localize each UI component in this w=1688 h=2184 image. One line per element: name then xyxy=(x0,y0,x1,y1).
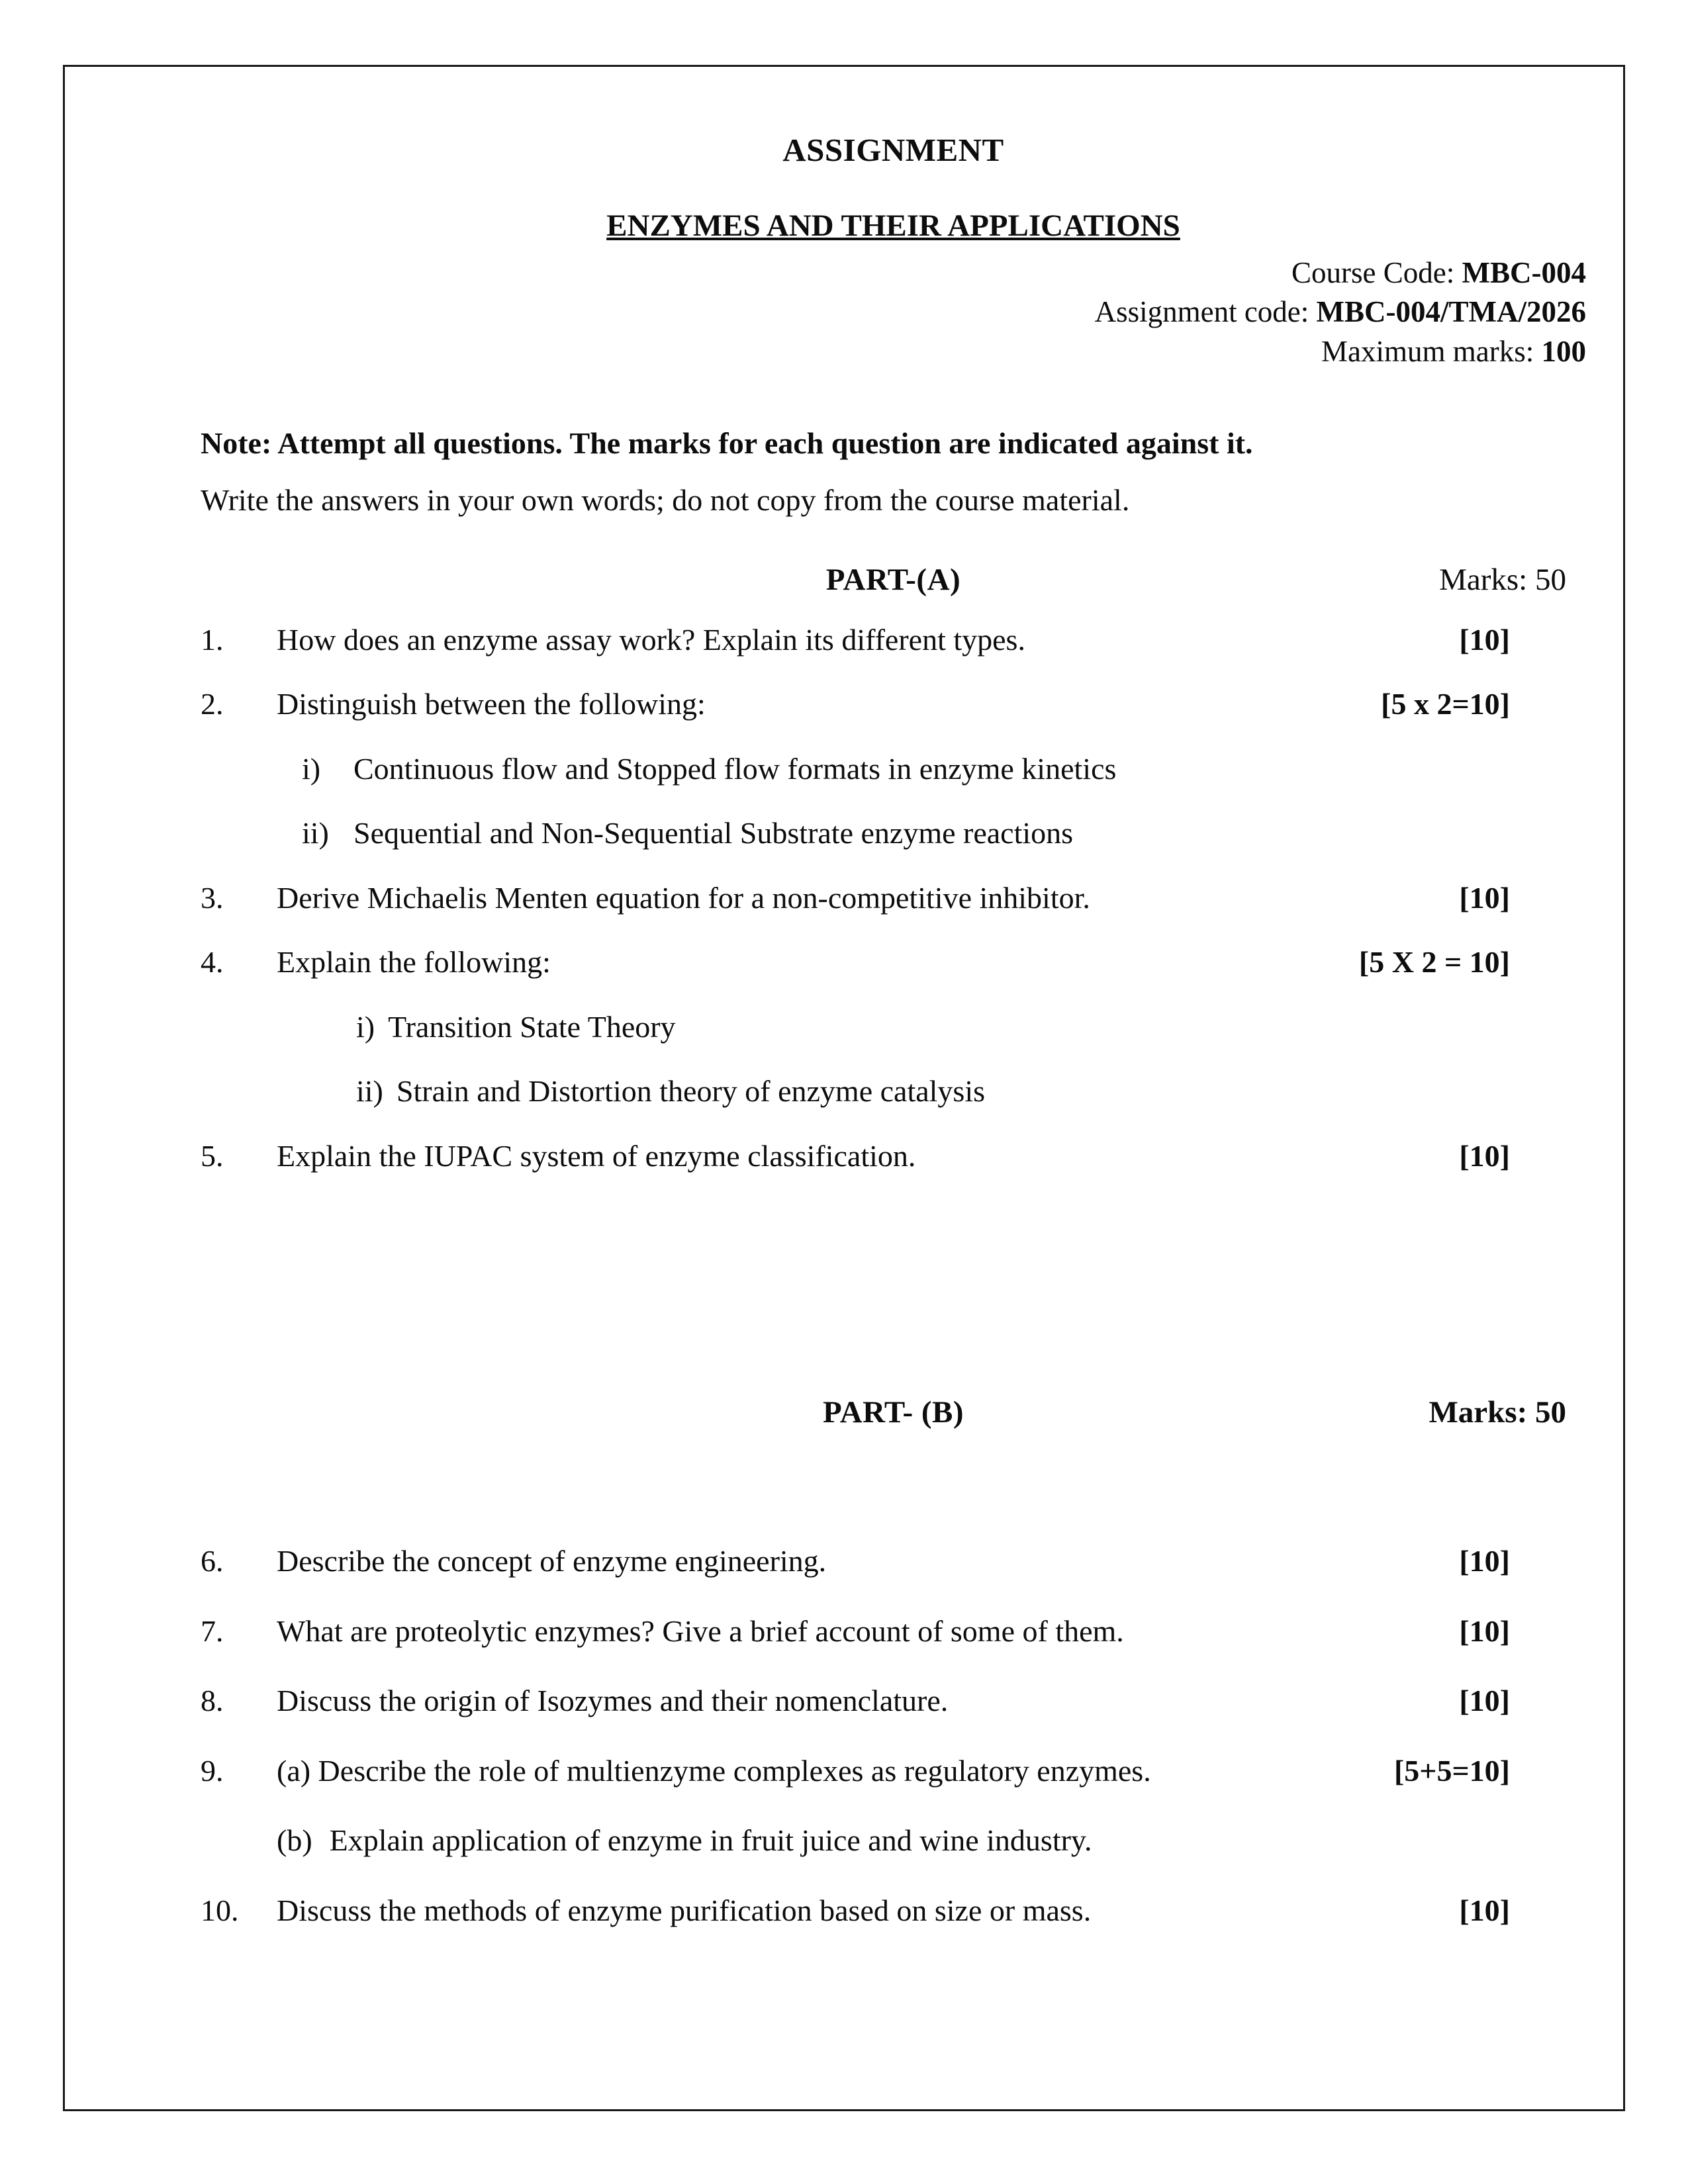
question-7-row xyxy=(201,1612,1586,1651)
question-text: What are proteolytic enzymes? Give a brief account of some of them. xyxy=(277,1614,1124,1648)
question-marks: [10] xyxy=(1459,1684,1510,1718)
question-9-row xyxy=(201,1752,1586,1790)
question-text: Discuss the origin of Isozymes and their nomenclature. xyxy=(277,1684,949,1718)
assignment-code-line xyxy=(201,293,1586,332)
max-marks-line xyxy=(201,332,1586,371)
document-subtitle: ENZYMES AND THEIR APPLICATIONS xyxy=(606,208,1180,244)
sub-item-number: (b) xyxy=(277,1823,312,1858)
part-a-marks: Marks: 50 xyxy=(1439,563,1566,598)
question-marks: [5 X 2 = 10] xyxy=(1358,945,1510,979)
sub-item-text: Explain application of enzyme in fruit juice and wine industry. xyxy=(329,1823,1092,1858)
sub-item-text: Continuous flow and Stopped flow formats in enzyme kinetics xyxy=(353,751,1117,786)
sub-item-number: i) xyxy=(302,751,321,786)
question-number: 9. xyxy=(201,1753,224,1788)
sub-item-number: i) xyxy=(356,1009,375,1044)
sub-item-text: Strain and Distortion theory of enzyme catalysis xyxy=(396,1074,986,1109)
assignment-code-value: MBC-004/TMA/2026 xyxy=(1316,295,1586,329)
note-block xyxy=(201,424,1586,519)
question-marks: [5 x 2=10] xyxy=(1381,687,1510,721)
question-6-row xyxy=(201,1542,1586,1580)
question-text: Describe the concept of enzyme engineering. xyxy=(277,1544,827,1578)
part-a-questions xyxy=(201,621,1586,1175)
max-marks-value: 100 xyxy=(1541,334,1586,368)
question-text: How does an enzyme assay work? Explain its different types. xyxy=(277,622,1025,657)
note-line-bold: Note: Attempt all questions. The marks for each question are indicated against it. xyxy=(201,426,1253,461)
note-line-regular: Write the answers in your own words; do not copy from the course material. xyxy=(201,482,1130,517)
assignment-code-label: Assignment code: xyxy=(1094,295,1317,329)
question-number: 8. xyxy=(201,1684,224,1718)
question-8-row xyxy=(201,1682,1586,1720)
document-title: ASSIGNMENT xyxy=(782,132,1004,168)
question-4-sub-ii xyxy=(356,1072,1586,1111)
question-text: Derive Michaelis Menten equation for a non-competitive inhibitor. xyxy=(277,880,1090,915)
question-number: 6. xyxy=(201,1544,224,1578)
question-number: 7. xyxy=(201,1614,224,1648)
sub-item-number: ii) xyxy=(302,816,329,850)
question-number: 4. xyxy=(201,945,224,979)
question-1-row xyxy=(201,621,1586,659)
part-b-marks: Marks: 50 xyxy=(1429,1395,1566,1430)
part-b-header xyxy=(201,1393,1586,1432)
question-marks: [5+5=10] xyxy=(1393,1753,1510,1788)
question-marks: [10] xyxy=(1459,880,1510,915)
question-5-row xyxy=(201,1137,1586,1175)
question-marks: [10] xyxy=(1459,1614,1510,1648)
question-number: 5. xyxy=(201,1138,224,1173)
question-4-sub-i xyxy=(356,1008,1586,1046)
part-b-title: PART- (B) xyxy=(822,1395,964,1430)
question-marks: [10] xyxy=(1459,1544,1510,1578)
course-code-value: MBC-004 xyxy=(1462,256,1586,289)
sub-item-text: Transition State Theory xyxy=(388,1009,676,1044)
question-2-sub-ii xyxy=(302,814,1586,852)
question-3-row xyxy=(201,879,1586,917)
sub-item-text: Sequential and Non-Sequential Substrate enzyme reactions xyxy=(353,816,1074,850)
sub-item-number: ii) xyxy=(356,1074,383,1109)
question-text: Distinguish between the following: xyxy=(277,687,706,721)
question-2-row xyxy=(201,685,1586,723)
question-marks: [10] xyxy=(1459,1893,1510,1927)
question-marks: [10] xyxy=(1459,1138,1510,1173)
question-10-row xyxy=(201,1891,1586,1930)
question-number: 1. xyxy=(201,622,224,657)
question-text: Discuss the methods of enzyme purification based on size or mass. xyxy=(277,1893,1092,1927)
max-marks-label: Maximum marks: xyxy=(1321,334,1542,368)
part-a-header xyxy=(201,561,1586,600)
question-number: 3. xyxy=(201,880,224,915)
header-meta xyxy=(201,253,1586,371)
question-number: 2. xyxy=(201,687,224,721)
question-9-sub-b xyxy=(277,1821,1586,1860)
question-text: Explain the IUPAC system of enzyme classification. xyxy=(277,1138,916,1173)
question-4-row xyxy=(201,943,1586,981)
course-code-line xyxy=(201,253,1586,293)
question-number: 10. xyxy=(201,1893,239,1927)
part-b-questions xyxy=(201,1542,1586,1929)
page-border-frame xyxy=(63,65,1625,2111)
part-a-title: PART-(A) xyxy=(825,563,961,598)
question-2-sub-i xyxy=(302,750,1586,788)
course-code-label: Course Code: xyxy=(1291,256,1462,289)
question-text: (a) Describe the role of multienzyme complexes as regulatory enzymes. xyxy=(277,1753,1151,1788)
question-marks: [10] xyxy=(1459,622,1510,657)
question-text: Explain the following: xyxy=(277,945,551,979)
